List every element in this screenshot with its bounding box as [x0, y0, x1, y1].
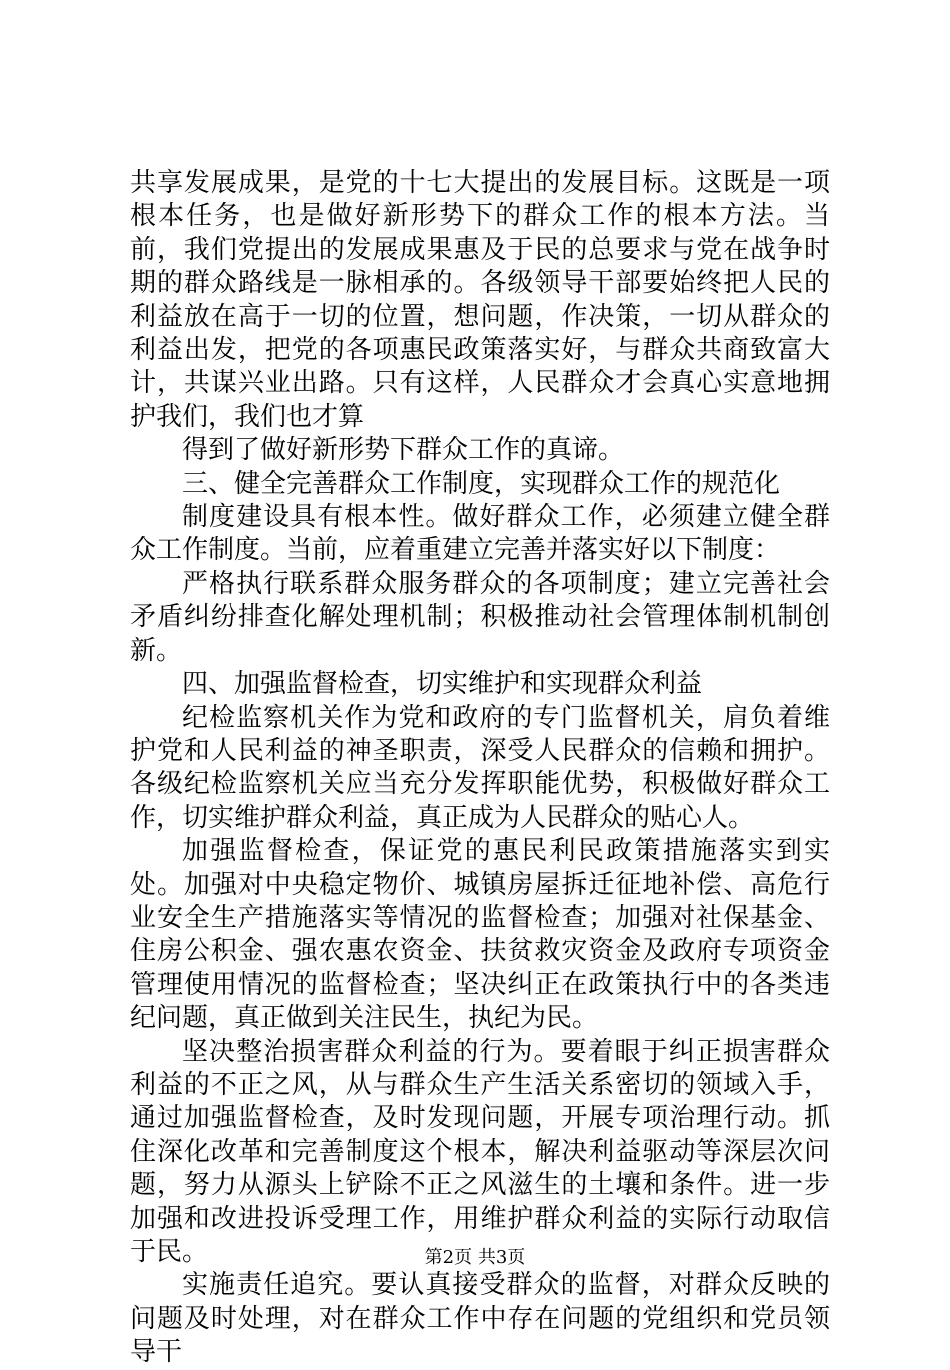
- paragraph: 得到了做好新形势下群众工作的真谛。: [182, 435, 625, 466]
- paragraph: 加强监督检查，保证党的惠民利民政策措施落实到实处。加强对中央稳定物价、城镇房屋拆迁征地补偿、高危行业安全生产措施落实等情况的监督检查；加强对社保基金、住房公积金、强农惠农资金、扶贫救灾资金及政府专项资金管理使用情况的监督检查；坚决纠正在政策执行中的各类违纪问题，真正做到关注民生，执纪为民。: [130, 836, 830, 1034]
- paragraph: 制度建设具有根本性。做好群众工作，必须建立健全群众工作制度。当前，应着重建立完善并落实好以下制度：: [130, 502, 830, 566]
- paragraph: 坚决整治损害群众利益的行为。要着眼于纠正损害群众利益的不正之风，从与群众生产生活关系密切的领域入手，通过加强监督检查，及时发现问题，开展专项治理行动。抓住深化改革和完善制度这个根本，解决利益驱动等深层次问题，努力从源头上铲除不正之风滋生的土壤和条件。进一步加强和改进投诉受理工作，用维护群众利益的实际行动取信于民。: [130, 1036, 830, 1267]
- section-heading-4: 四、加强监督检查，切实维护和实现群众利益: [182, 669, 703, 700]
- paragraph: 纪检监察机关作为党和政府的专门监督机关，肩负着维护党和人民利益的神圣职责，深受人民群众的信赖和拥护。各级纪检监察机关应当充分发挥职能优势，积极做好群众工作，切实维护群众利益，真正成为人民群众的贴心人。: [130, 702, 830, 833]
- body-text: [130, 167, 830, 1370]
- paragraph-continued: 共享发展成果，是党的十七大提出的发展目标。这既是一项根本任务，也是做好新形势下的群众工作的根本方法。当前，我们党提出的发展成果惠及于民的总要求与党在战争时期的群众路线是一脉相承的。各级领导干部要始终把人民的利益放在高于一切的位置，想问题，作决策，一切从群众的利益出发，把党的各项惠民政策落实好，与群众共商致富大计，共谋兴业出路。只有这样，人民群众才会真心实意地拥护我们，我们也才算: [130, 168, 830, 432]
- paragraph: 实施责任追究。要认真接受群众的监督，对群众反映的问题及时处理，对在群众工作中存在问题的党组织和党员领导干: [130, 1270, 830, 1368]
- page-number: 第2页 共3页: [424, 1247, 526, 1268]
- section-heading-3: 三、健全完善群众工作制度，实现群众工作的规范化: [182, 468, 781, 499]
- paragraph: 严格执行联系群众服务群众的各项制度；建立完善社会矛盾纠纷排查化解处理机制；积极推动社会管理体制机制创新。: [130, 568, 830, 666]
